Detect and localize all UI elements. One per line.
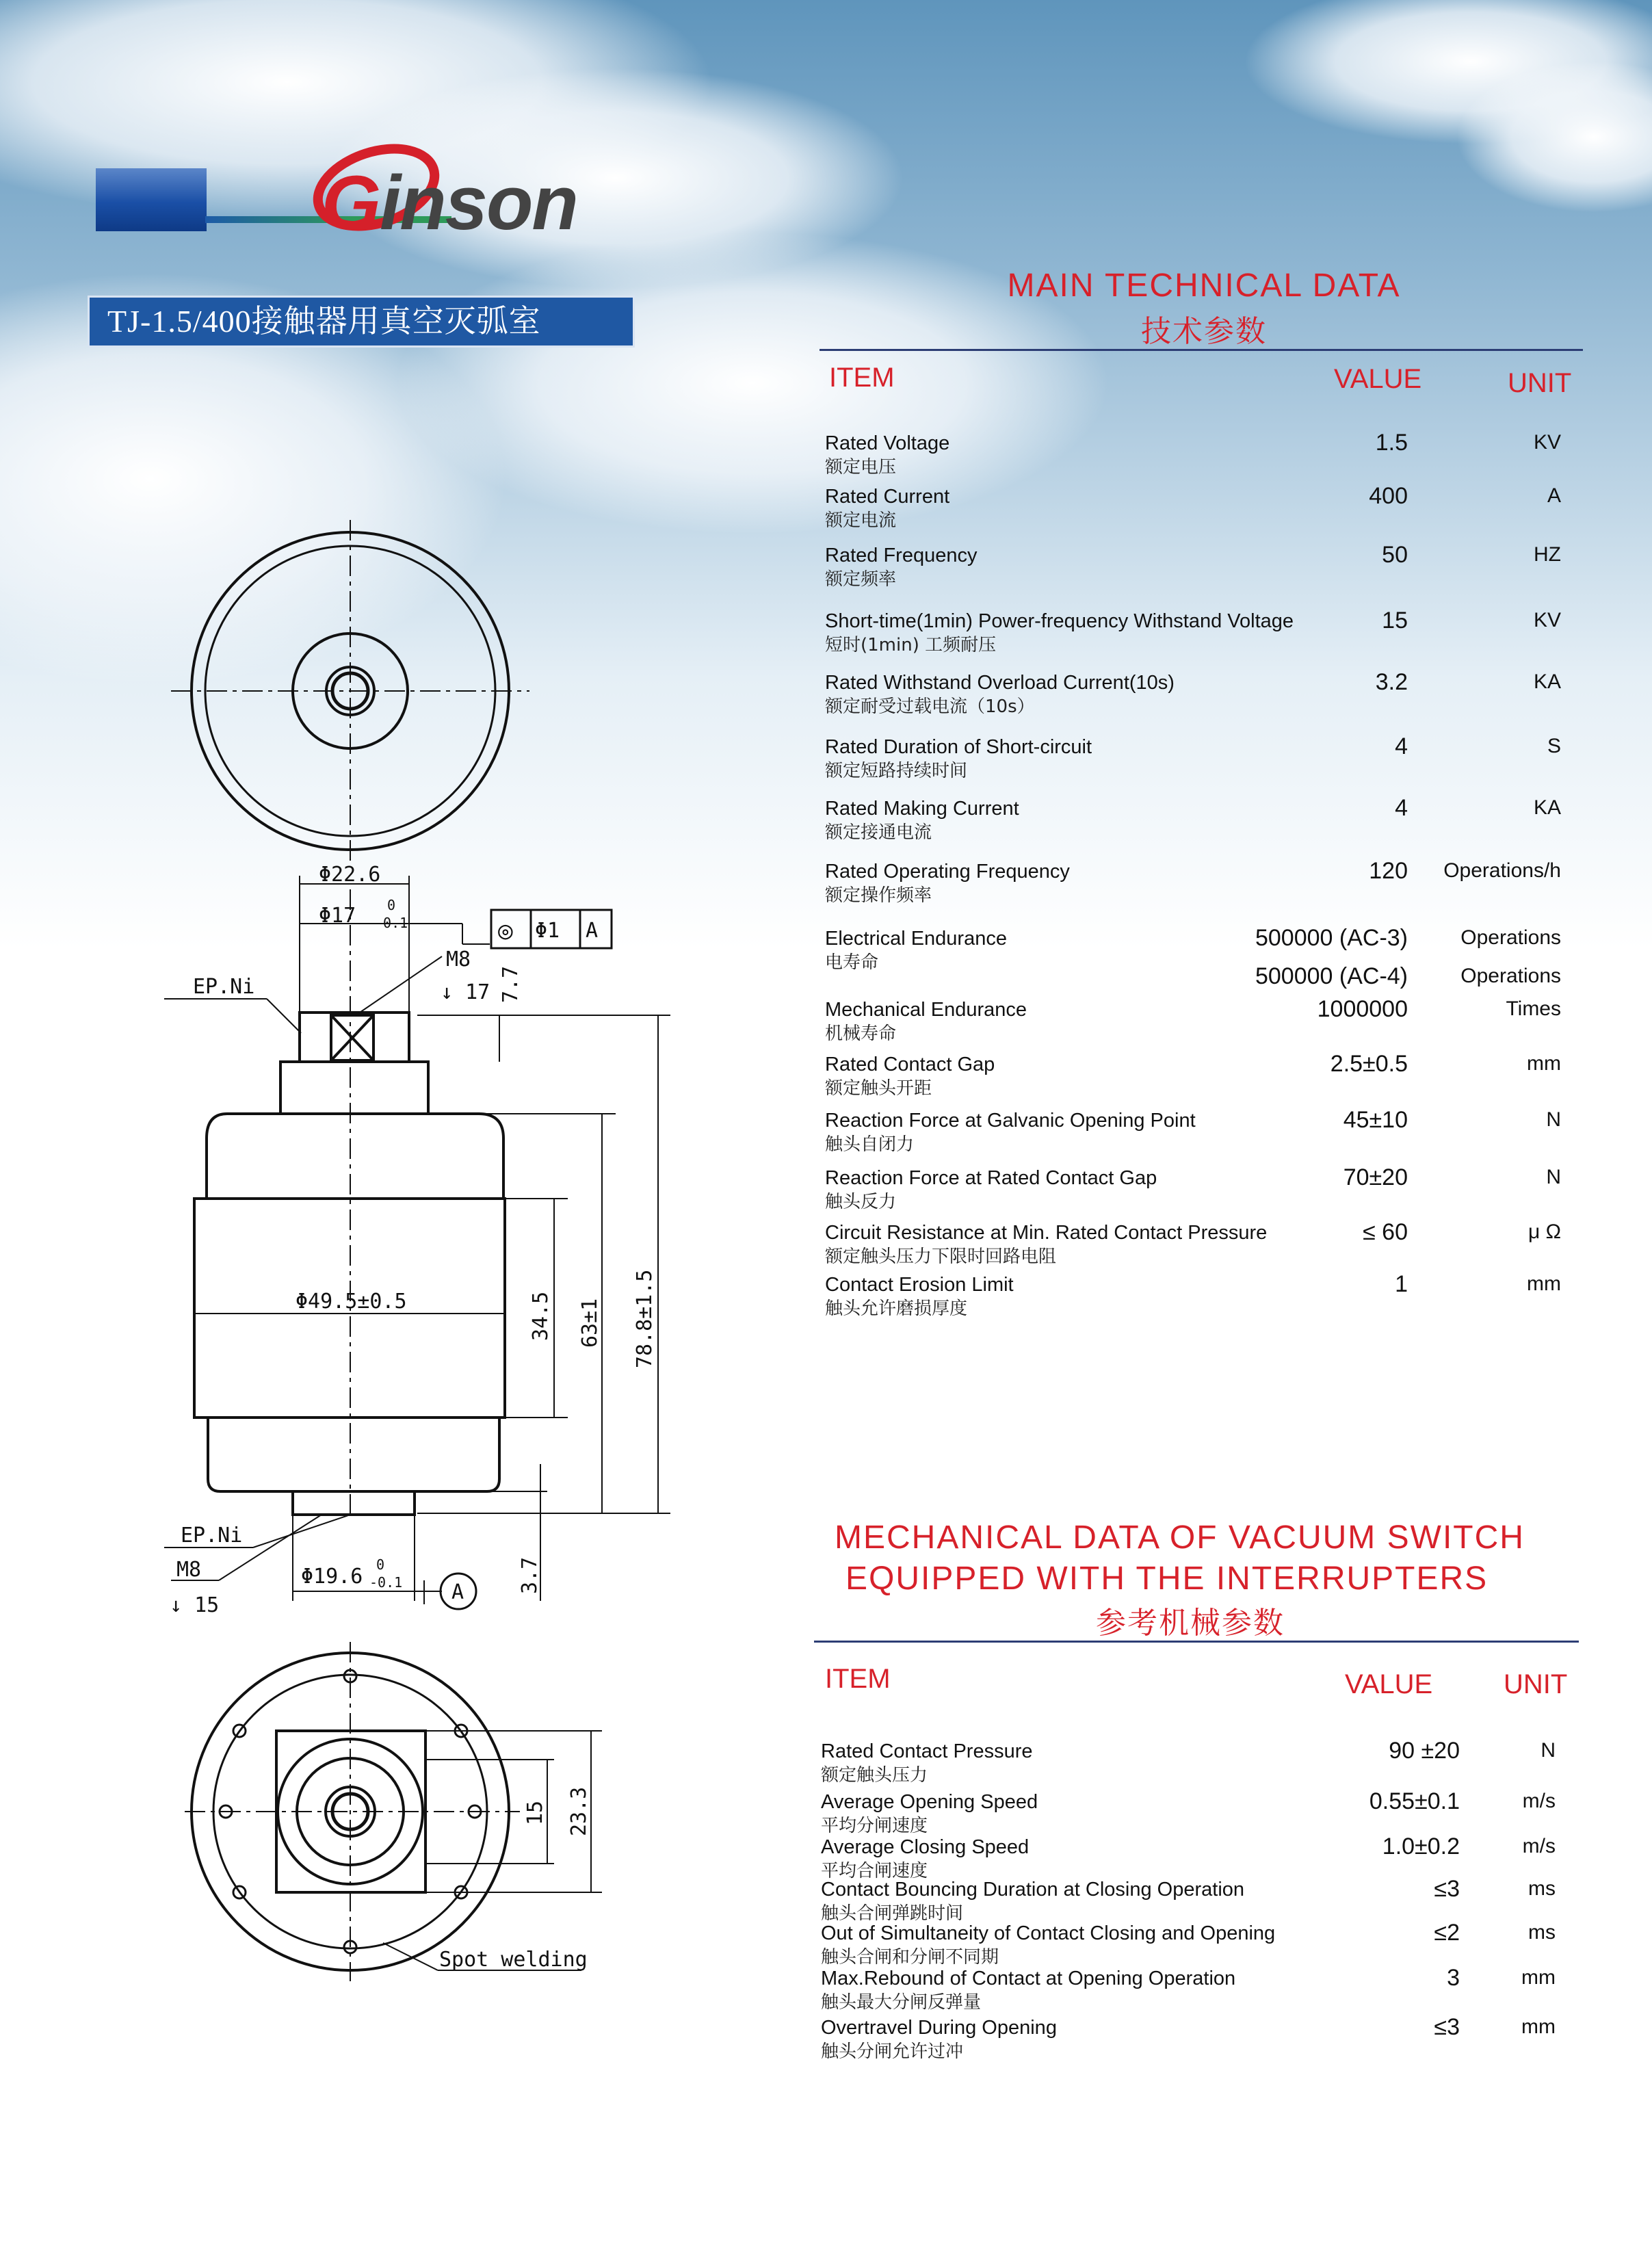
- dim-78-8: 78.8±1.5: [633, 1269, 657, 1368]
- dim-body-diameter: Φ49.5±0.5: [296, 1290, 407, 1314]
- dim-d19-6: Φ19.6: [301, 1565, 363, 1589]
- mech-item-label-cn: 触头最大分闸反弹量: [821, 1992, 982, 2013]
- mech-header-unit: UNIT: [1504, 1669, 1568, 1699]
- dim-23-3: 23.3: [567, 1786, 591, 1836]
- mech-item-value: ≤3: [1434, 1876, 1460, 1902]
- main-item-unit: mm: [1527, 1272, 1561, 1295]
- mech-item-label: Average Closing Speed: [821, 1836, 1030, 1858]
- main-item-unit: N: [1546, 1108, 1561, 1131]
- main-item-value: 45±10: [1343, 1107, 1408, 1133]
- mech-item-value: 1.0±0.2: [1382, 1833, 1460, 1859]
- side-view-collar: [280, 1062, 428, 1114]
- main-item-unit: Operations/h: [1443, 859, 1561, 882]
- main-item-value: 2.5±0.5: [1330, 1051, 1408, 1077]
- mech-item-label: Rated Contact Pressure: [821, 1740, 1033, 1762]
- main-item-label-cn: 短时(1min) 工频耐压: [825, 635, 997, 655]
- dim-d19-6-tol-lower: -0.1: [369, 1574, 403, 1591]
- mech-item-label-cn: 触头分闸允许过冲: [821, 2041, 964, 2062]
- mech-item-unit: N: [1540, 1739, 1556, 1762]
- main-item-value: 120: [1369, 858, 1408, 884]
- main-item-label: Rated Making Current: [825, 798, 1019, 820]
- concentricity-icon: ◎: [498, 917, 513, 945]
- mech-item-label-cn: 触头合闸和分闸不同期: [821, 1947, 999, 1968]
- main-item-value-2: 500000 (AC-4): [1255, 963, 1408, 989]
- main-item-label-cn: 触头自闭力: [825, 1134, 915, 1155]
- depth-top: ↓ 17: [441, 980, 490, 1004]
- brand-logo: Ginson: [322, 160, 577, 246]
- dim-63: 63±1: [578, 1298, 602, 1348]
- main-item-label-cn: 额定短路持续时间: [825, 761, 968, 781]
- side-view-bottom-stem: [293, 1491, 415, 1515]
- plating-top: EP.Ni: [193, 975, 255, 999]
- main-item-label: Rated Duration of Short-circuit: [825, 736, 1092, 758]
- main-item-label: Reaction Force at Rated Contact Gap: [825, 1167, 1157, 1189]
- main-item-unit: HZ: [1534, 543, 1561, 566]
- mech-item-unit: m/s: [1522, 1790, 1556, 1812]
- main-item-label: Short-time(1min) Power-frequency Withstand Voltage: [825, 610, 1294, 632]
- mech-item-value: 90 ±20: [1389, 1738, 1460, 1764]
- main-item-label: Reaction Force at Galvanic Opening Point: [825, 1110, 1196, 1132]
- main-item-label-cn: 额定操作频率: [825, 885, 932, 906]
- main-item-label-cn: 额定电压: [825, 457, 897, 478]
- thread-top: M8: [446, 948, 471, 971]
- main-item-label: Rated Operating Frequency: [825, 861, 1070, 883]
- mech-item-unit: mm: [1521, 2015, 1556, 2038]
- main-item-value: 50: [1382, 542, 1408, 568]
- main-header-value: VALUE: [1334, 364, 1422, 394]
- main-item-value: 400: [1369, 483, 1408, 509]
- mech-item-value: 3: [1447, 1965, 1460, 1991]
- mech-section-title-cn: 参考机械参数: [1096, 1606, 1285, 1641]
- main-item-label-cn: 额定频率: [825, 569, 897, 590]
- mech-header-item: ITEM: [825, 1664, 891, 1694]
- mech-item-label: Contact Bouncing Duration at Closing Operation: [821, 1879, 1245, 1901]
- main-item-label: Rated Contact Gap: [825, 1054, 995, 1075]
- main-item-value: 70±20: [1343, 1164, 1408, 1190]
- main-section-title-cn: 技术参数: [1141, 314, 1267, 349]
- main-item-unit: μ Ω: [1528, 1220, 1561, 1243]
- main-item-unit: S: [1547, 735, 1561, 757]
- main-item-unit: KV: [1533, 609, 1561, 631]
- side-view-bottom-cap: [208, 1418, 499, 1491]
- mech-item-unit: m/s: [1522, 1835, 1556, 1857]
- main-item-label-cn: 机械寿命: [825, 1023, 897, 1044]
- main-item-label: Rated Frequency: [825, 545, 978, 566]
- plating-bottom: EP.Ni: [181, 1524, 243, 1548]
- dim-7-7: 7.7: [499, 965, 523, 1003]
- main-item-unit: KA: [1533, 670, 1561, 693]
- mech-item-unit: ms: [1528, 1921, 1556, 1944]
- main-item-unit: A: [1547, 484, 1561, 507]
- tolerance-value: Φ1: [535, 919, 560, 943]
- dim-d17-tol-lower: -0.1: [375, 915, 408, 931]
- mech-item-label-cn: 触头合闸弹跳时间: [821, 1903, 964, 1924]
- main-item-value: 500000 (AC-3): [1255, 925, 1408, 951]
- main-item-label-cn: 触头反力: [825, 1192, 897, 1212]
- main-item-value: ≤ 60: [1363, 1219, 1408, 1245]
- product-title: TJ-1.5/400接触器用真空灭弧室: [88, 296, 635, 348]
- main-item-label-cn: 额定触头压力下限时回路电阻: [825, 1246, 1057, 1267]
- mech-item-label: Overtravel During Opening: [821, 2017, 1057, 2039]
- main-item-unit: Operations: [1460, 926, 1561, 949]
- main-header-unit: UNIT: [1508, 368, 1572, 398]
- main-item-unit: KV: [1533, 431, 1561, 454]
- dim-d17-tol-upper: 0: [387, 897, 396, 913]
- mech-item-label: Max.Rebound of Contact at Opening Operation: [821, 1968, 1236, 1989]
- main-item-value: 1.5: [1375, 430, 1408, 456]
- dim-d17: Φ17: [319, 904, 356, 928]
- mech-item-unit: mm: [1521, 1966, 1556, 1989]
- dim-d22: Φ22.6: [319, 863, 381, 887]
- dim-3-7: 3.7: [518, 1556, 542, 1594]
- main-item-value: 3.2: [1375, 669, 1408, 695]
- mech-item-label: Average Opening Speed: [821, 1791, 1038, 1813]
- mech-item-value: 0.55±0.1: [1369, 1788, 1460, 1814]
- mech-section-title-1: MECHANICAL DATA OF VACUUM SWITCH: [835, 1519, 1525, 1556]
- mech-section-title-2: EQUIPPED WITH THE INTERRUPTERS: [845, 1561, 1489, 1597]
- main-item-label-cn: 触头允许磨损厚度: [825, 1298, 968, 1319]
- main-header-item: ITEM: [829, 363, 895, 393]
- dim-d19-6-tol-upper: 0: [376, 1556, 385, 1573]
- main-item-unit: Times: [1506, 997, 1561, 1020]
- mech-header-value: VALUE: [1345, 1669, 1433, 1699]
- spot-welding-note: Spot welding: [439, 1948, 588, 1972]
- depth-bottom: ↓ 15: [170, 1593, 220, 1617]
- main-item-label: Contact Erosion Limit: [825, 1274, 1014, 1296]
- thread-bottom: M8: [176, 1558, 202, 1582]
- mech-item-label-cn: 额定触头压力: [821, 1765, 928, 1786]
- main-item-label: Electrical Endurance: [825, 928, 1007, 950]
- mech-item-value: ≤3: [1434, 2014, 1460, 2040]
- main-item-value: 1: [1395, 1271, 1408, 1297]
- main-item-label-cn: 额定电流: [825, 510, 897, 531]
- main-item-label-cn: 额定耐受过载电流（10s）: [825, 696, 1035, 717]
- main-item-value: 1000000: [1317, 996, 1408, 1022]
- main-item-label-cn: 电寿命: [825, 952, 879, 973]
- main-item-unit: mm: [1527, 1052, 1561, 1075]
- main-item-unit-2: Operations: [1460, 965, 1561, 987]
- mech-item-unit: ms: [1528, 1877, 1556, 1900]
- main-item-label: Rated Withstand Overload Current(10s): [825, 672, 1175, 694]
- datum-a-label: A: [451, 1580, 464, 1604]
- tolerance-datum: A: [586, 919, 599, 943]
- side-view-top-cap: [207, 1114, 503, 1199]
- main-item-label-cn: 额定触头开距: [825, 1078, 932, 1099]
- main-item-label: Rated Voltage: [825, 432, 950, 454]
- mech-item-label: Out of Simultaneity of Contact Closing and Opening: [821, 1922, 1276, 1944]
- main-item-value: 4: [1395, 795, 1408, 821]
- main-item-label-cn: 额定接通电流: [825, 822, 932, 843]
- main-item-unit: KA: [1533, 796, 1561, 819]
- main-item-value: 4: [1395, 733, 1408, 759]
- mech-item-value: ≤2: [1434, 1920, 1460, 1946]
- mech-item-label-cn: 平均分闸速度: [821, 1816, 928, 1836]
- mech-item-label-cn: 平均合闸速度: [821, 1861, 928, 1881]
- main-item-label: Mechanical Endurance: [825, 999, 1027, 1021]
- main-item-label: Circuit Resistance at Min. Rated Contact Pressure: [825, 1222, 1268, 1244]
- main-item-label: Rated Current: [825, 486, 950, 508]
- main-item-unit: N: [1546, 1166, 1561, 1188]
- main-section-title: MAIN TECHNICAL DATA: [1007, 267, 1401, 304]
- dim-15: 15: [523, 1800, 547, 1825]
- dim-34-5: 34.5: [529, 1291, 553, 1341]
- main-item-value: 15: [1382, 608, 1408, 634]
